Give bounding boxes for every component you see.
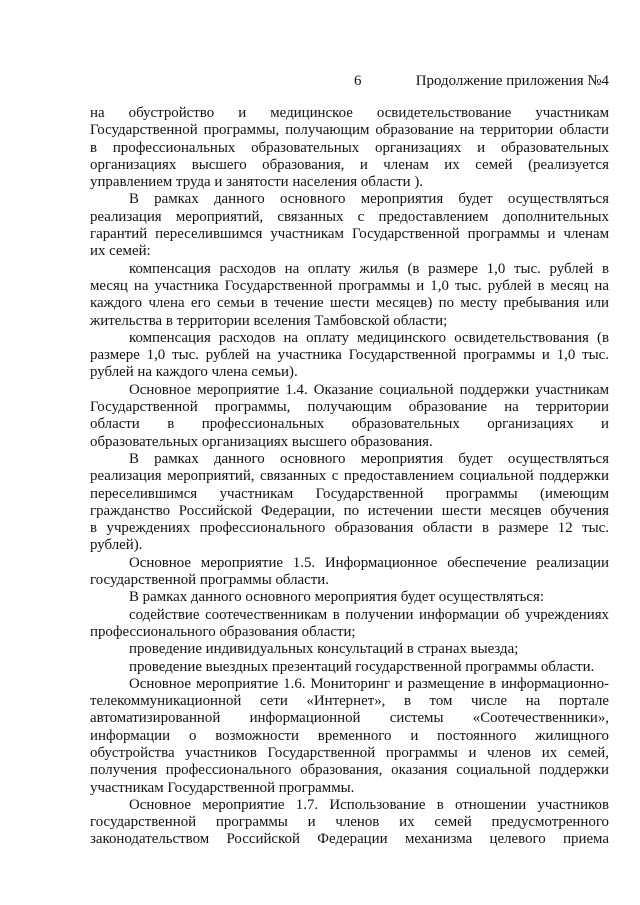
- text-line: управлением труда и занятости населения области ).: [90, 174, 424, 191]
- text-line: рублей).: [90, 537, 143, 554]
- list-item-consultations: [90, 641, 609, 658]
- text-line: В рамках данного основного мероприятия будет осуществляться: [129, 191, 609, 208]
- text-line: размере 1,0 тыс. рублей на участника Государственной программы и 1,0 тыс.: [90, 347, 609, 364]
- text-line: жительства в территории вселения Тамбовской области;: [90, 312, 448, 329]
- text-line: месяц на участника Государственной программы и 1,0 тыс. рублей в месяц на: [90, 277, 609, 294]
- appendix-continuation-label: Продолжение приложения №4: [415, 73, 609, 89]
- paragraph-social-support: [90, 451, 609, 555]
- text-line: профессионального образования области;: [90, 623, 356, 640]
- text-line: автоматизированной информационной системы «Соотечественники»,: [90, 710, 609, 727]
- text-line: Основное мероприятие 1.7. Использование в отношении участников: [129, 796, 609, 813]
- paragraph-additional-guarantees: [90, 191, 609, 260]
- text-line: телекоммуникационной сети «Интернет», в том числе на портале: [90, 693, 609, 710]
- text-line: Государственной программы, получающим образование на территории области: [90, 122, 609, 139]
- list-item-medical-compensation: [90, 330, 609, 382]
- text-line: на обустройство и медицинское освидетельствование участникам: [90, 105, 609, 121]
- text-line: государственной программы области.: [90, 572, 329, 589]
- text-line: каждого члена его семьи в течение шести месяцев) по месту пребывания или: [90, 295, 609, 312]
- text-line: Государственной программы, получающим образование на территории: [90, 399, 609, 416]
- body-text: [90, 105, 609, 849]
- text-line: их семей:: [90, 243, 151, 260]
- text-line: реализация мероприятий, связанных с предоставлением социальной поддержки: [90, 468, 609, 485]
- paragraph-measure-1-7: [90, 797, 609, 849]
- text-line: получения профессионального образования, оказания социальной поддержки: [90, 762, 609, 779]
- paragraph-measure-1-4: [90, 382, 609, 451]
- text-line: в учреждениях профессионального образования области в размере 12 тыс.: [90, 520, 609, 537]
- page-number: 6: [354, 73, 362, 89]
- text-line: компенсация расходов на оплату жилья (в размере 1,0 тыс. рублей в: [129, 260, 609, 277]
- list-item-information-assistance: [90, 607, 609, 642]
- paragraph-measure-1-5-intro: [90, 589, 609, 606]
- text-line: В рамках данного основного мероприятия будет осуществляться: [129, 450, 609, 467]
- text-line: гарантий переселившимся участникам Государственной программы и членам: [90, 226, 609, 243]
- text-line: проведение индивидуальных консультаций в странах выезда;: [129, 641, 519, 658]
- text-line: участникам Государственной программы.: [90, 779, 355, 796]
- text-line: переселившимся участникам Государственной программы (имеющим: [90, 485, 609, 502]
- text-line: содействие соотечественникам в получении информации об учреждениях: [129, 606, 609, 623]
- text-line: компенсация расходов на оплату медицинского освидетельствования (в: [129, 329, 609, 346]
- text-line: рублей на каждого члена семьи).: [90, 364, 298, 381]
- text-line: образовательных организациях высшего образования.: [90, 433, 433, 450]
- text-line: Основное мероприятие 1.5. Информационное обеспечение реализации: [129, 554, 609, 571]
- text-line: В рамках данного основного мероприятия будет осуществляться:: [129, 589, 544, 606]
- text-line: обустройства участников Государственной программы и членов их семей,: [90, 744, 609, 761]
- text-line: информации о возможности временного и постоянного жилищного: [90, 727, 609, 744]
- paragraph-continuation: [90, 105, 609, 191]
- text-line: гражданство Российской Федерации, по истечении шести месяцев обучения: [90, 502, 609, 519]
- text-line: государственной программы и членов их семей предусмотренного: [90, 814, 609, 831]
- paragraph-measure-1-6: [90, 676, 609, 797]
- text-line: реализация мероприятий, связанных с предоставлением дополнительных: [90, 208, 609, 225]
- text-line: Основное мероприятие 1.6. Мониторинг и размещение в информационно-: [129, 675, 609, 692]
- page-header: [90, 73, 609, 91]
- list-item-housing-compensation: [90, 261, 609, 330]
- text-line: области в профессиональных образовательных организациях и: [90, 416, 609, 433]
- text-line: в профессиональных образовательных организациях и образовательных: [90, 139, 609, 156]
- text-line: организациях высшего образования, и членам их семей (реализуется: [90, 156, 609, 173]
- list-item-presentations: [90, 659, 609, 676]
- text-line: законодательством Российской Федерации механизма целевого приема: [90, 831, 609, 848]
- paragraph-measure-1-5: [90, 555, 609, 590]
- text-line: Основное мероприятие 1.4. Оказание социальной поддержки участникам: [129, 381, 609, 398]
- text-line: проведение выездных презентаций государственной программы области.: [129, 658, 595, 675]
